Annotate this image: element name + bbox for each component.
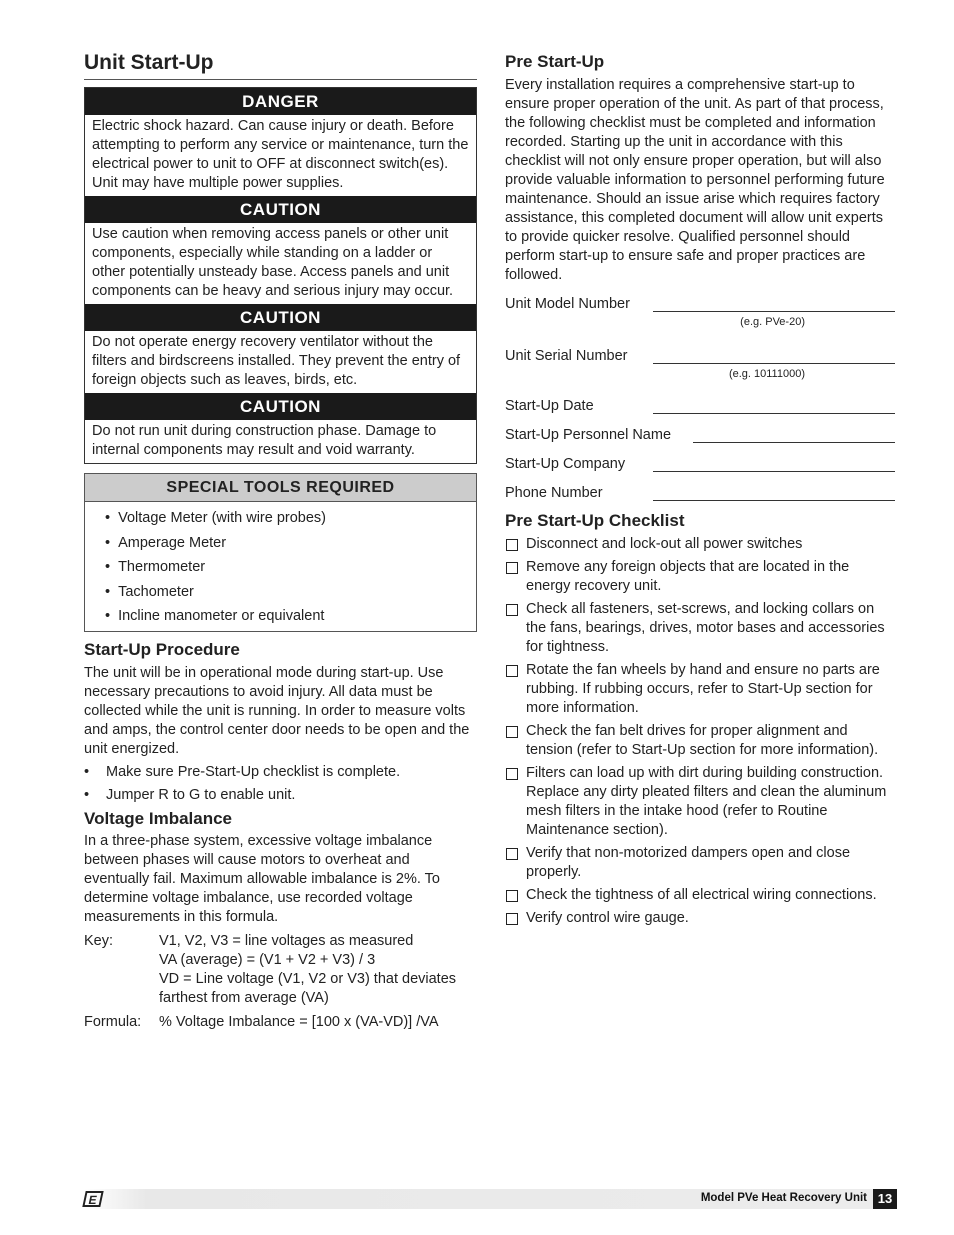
field-line[interactable] xyxy=(653,457,895,472)
footer-model-text: Model PVe Heat Recovery Unit xyxy=(700,1192,867,1204)
field-personnel-name[interactable] xyxy=(505,424,897,443)
list-item: • Tachometer xyxy=(105,580,476,605)
field-model-number[interactable] xyxy=(505,293,897,329)
field-hint: (e.g. PVe-20) xyxy=(740,316,805,328)
checklist-text: Filters can load up with dirt during building construction. Replace any dirty pleated filters and clean the aluminum mesh filters in the intake hood (refer to Routine Maintenance section). xyxy=(526,765,887,838)
bullet-text: Make sure Pre-Start-Up checklist is complete. xyxy=(106,763,401,780)
bullet-text: Jumper R to G to enable unit. xyxy=(106,786,296,803)
key-block xyxy=(84,932,477,1008)
checklist-text: Remove any foreign objects that are located in the energy recovery unit. xyxy=(526,559,850,594)
field-label: Start-Up Personnel Name xyxy=(505,427,672,443)
checklist-item[interactable] xyxy=(505,764,897,840)
page-footer xyxy=(84,1189,897,1209)
field-label: Unit Serial Number xyxy=(505,348,628,364)
page-number: 13 xyxy=(873,1189,897,1209)
checkbox-icon[interactable] xyxy=(506,890,518,902)
formula-text: % Voltage Imbalance = [100 x (VA-VD)] /VA xyxy=(159,1013,439,1030)
checklist-item[interactable] xyxy=(505,722,897,760)
checklist-text: Verify that non-motorized dampers open and close properly. xyxy=(526,845,851,880)
checklist-text: Check the tightness of all electrical wiring connections. xyxy=(526,887,877,903)
tools-list xyxy=(85,502,476,631)
checkbox-icon[interactable] xyxy=(506,665,518,677)
caution-header: CAUTION xyxy=(85,393,476,420)
checkbox-icon[interactable] xyxy=(506,726,518,738)
list-item: • Jumper R to G to enable unit. xyxy=(84,786,296,803)
formula-label: Formula: xyxy=(84,1013,142,1030)
key-line: VD = Line voltage (V1, V2 or V3) that deviates farthest from average (VA) xyxy=(159,970,457,1006)
danger-header: DANGER xyxy=(85,88,476,115)
checklist-heading: Pre Start-Up Checklist xyxy=(505,511,685,530)
checkbox-icon[interactable] xyxy=(506,848,518,860)
checklist-text: Rotate the fan wheels by hand and ensure no parts are rubbing. If rubbing occurs, refer to Start-Up section for more information. xyxy=(526,662,880,716)
field-company[interactable] xyxy=(505,453,897,472)
field-label: Phone Number xyxy=(505,485,603,501)
list-item: • Amperage Meter xyxy=(105,531,476,556)
field-line[interactable] xyxy=(653,486,895,501)
company-logo-icon: E xyxy=(82,1191,103,1207)
caution-header: CAUTION xyxy=(85,196,476,223)
voltage-imbalance-heading: Voltage Imbalance xyxy=(84,808,233,828)
checklist-item[interactable] xyxy=(505,558,897,596)
formula-block xyxy=(84,1013,477,1032)
caution-text: Do not operate energy recovery ventilator without the filters and birdscreens installed. They prevent the entry of foreign objects such as leaves, birds, etc. xyxy=(92,334,461,388)
checklist-item[interactable] xyxy=(505,600,897,657)
footer-bar xyxy=(84,1189,873,1209)
list-item: • Voltage Meter (with wire probes) xyxy=(105,506,476,531)
checklist-item[interactable] xyxy=(505,886,897,905)
list-item: • Thermometer xyxy=(105,555,476,580)
field-startup-date[interactable] xyxy=(505,395,897,414)
checklist-item[interactable] xyxy=(505,661,897,718)
field-line[interactable] xyxy=(653,297,895,312)
checklist-text: Check all fasteners, set-screws, and locking collars on the fans, bearings, drives, motor bases and accessories for tightness. xyxy=(526,601,885,655)
field-serial-number[interactable] xyxy=(505,345,897,381)
checklist xyxy=(505,535,897,928)
special-tools-header: SPECIAL TOOLS REQUIRED xyxy=(85,474,476,502)
checklist-text: Verify control wire gauge. xyxy=(526,910,689,926)
key-line: VA (average) = (V1 + V2 + V3) / 3 xyxy=(159,951,376,968)
field-label: Unit Model Number xyxy=(505,296,630,312)
startup-procedure-heading: Start-Up Procedure xyxy=(84,639,240,659)
checkbox-icon[interactable] xyxy=(506,768,518,780)
checkbox-icon[interactable] xyxy=(506,604,518,616)
checklist-item[interactable] xyxy=(505,535,897,554)
field-phone-number[interactable] xyxy=(505,482,897,501)
checklist-text: Check the fan belt drives for proper alignment and tension (refer to Start-Up section for more information). xyxy=(526,723,879,758)
checkbox-icon[interactable] xyxy=(506,913,518,925)
checklist-item[interactable] xyxy=(505,844,897,882)
special-tools-box xyxy=(84,473,477,632)
startup-procedure-text: The unit will be in operational mode during start-up. Use necessary precautions to avoid injury. All data must be collected while the unit is running. In order to measure volts and amps, the control center door needs to be open and the unit energized. xyxy=(84,664,470,757)
key-label: Key: xyxy=(84,932,114,949)
pre-startup-heading: Pre Start-Up xyxy=(505,52,605,71)
voltage-imbalance-text: In a three-phase system, excessive voltage imbalance between phases will cause motors to overheat and eventually fail. Maximum allowable imbalance is 2%. To determine voltage imbalance, use recorded voltage measurements in this formula. xyxy=(84,832,440,925)
right-column xyxy=(505,50,897,932)
page-title: Unit Start-Up xyxy=(84,50,477,80)
field-line[interactable] xyxy=(693,428,895,443)
checkbox-icon[interactable] xyxy=(506,562,518,574)
warning-box-group xyxy=(84,87,477,464)
field-line[interactable] xyxy=(653,349,895,364)
checkbox-icon[interactable] xyxy=(506,539,518,551)
caution-text: Use caution when removing access panels or other unit components, especially while standing on a ladder or other potentially unsteady base. Access panels and unit components can be heavy and serious injury may occur. xyxy=(92,226,454,299)
pre-startup-text: Every installation requires a comprehensive start-up to ensure proper operation of the unit. As part of that process, the following checklist must be completed and information recorded. Starting up the unit in accordance with this checklist will not only ensure proper operation, but will also provide valuable information to personnel performing future maintenance. Should an issue arise which requires factory assistance, this completed document will allow unit experts to provide quicker resolve. Qualified personnel should perform start-up to ensure safe and proper practices are followed. xyxy=(505,77,885,283)
checklist-item[interactable] xyxy=(505,909,897,928)
left-column xyxy=(84,50,477,1032)
checklist-text: Disconnect and lock-out all power switches xyxy=(526,536,803,552)
danger-text: Electric shock hazard. Can cause injury or death. Before attempting to perform any service or maintenance, turn the electrical power to unit to OFF at disconnect switch(es). Unit may have multiple power supplies. xyxy=(92,118,469,191)
field-line[interactable] xyxy=(653,399,895,414)
list-item: • Make sure Pre-Start-Up checklist is complete. xyxy=(84,763,401,780)
key-line: V1, V2, V3 = line voltages as measured xyxy=(159,932,414,949)
caution-text: Do not run unit during construction phase. Damage to internal components may result and void warranty. xyxy=(92,423,437,458)
field-hint: (e.g. 10111000) xyxy=(728,368,805,380)
startup-form xyxy=(505,293,897,501)
caution-header: CAUTION xyxy=(85,304,476,331)
field-label: Start-Up Date xyxy=(505,398,594,414)
field-label: Start-Up Company xyxy=(505,456,626,472)
list-item: • Incline manometer or equivalent xyxy=(105,604,476,629)
